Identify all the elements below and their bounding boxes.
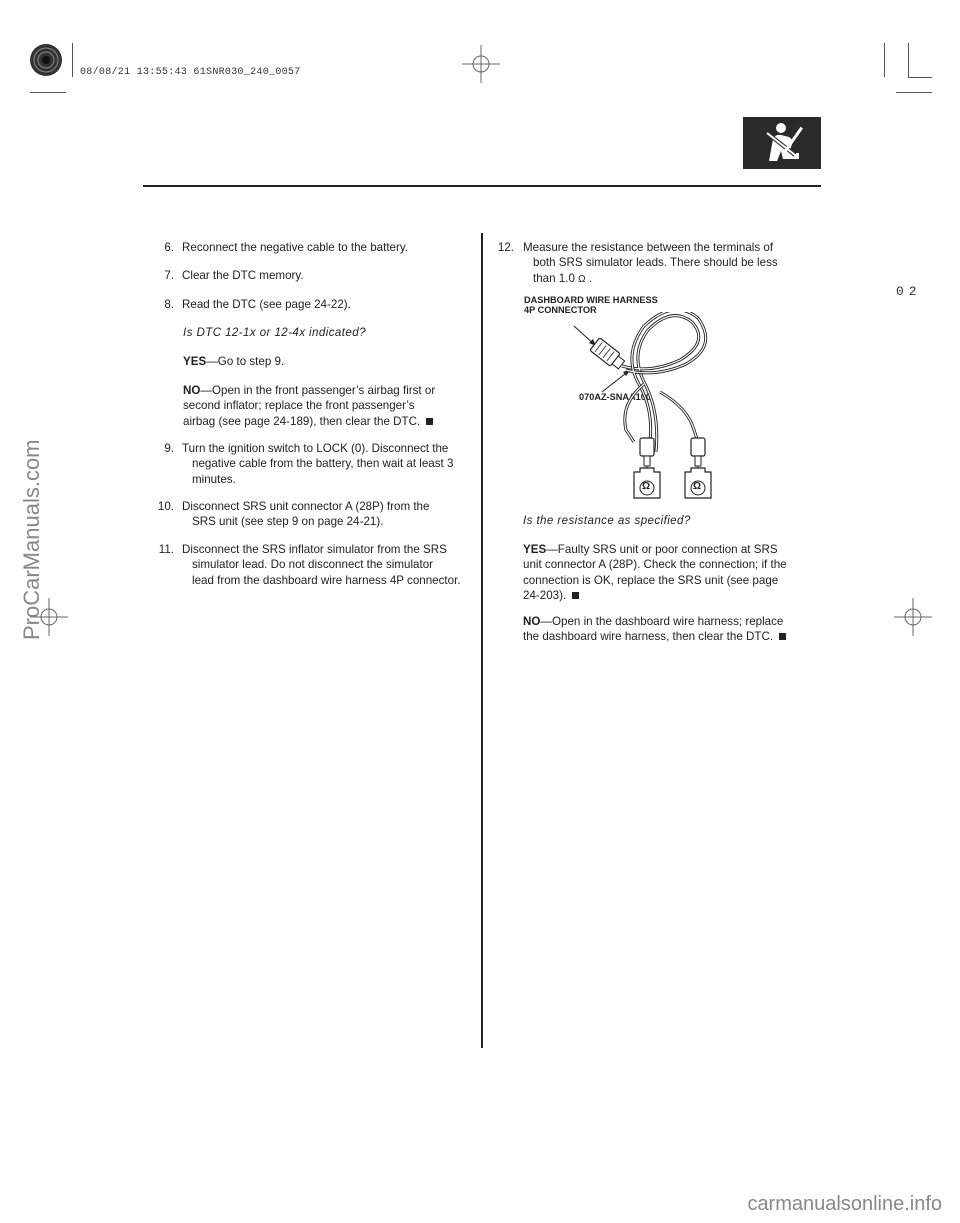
footer-watermark: carmanualsonline.info bbox=[747, 1193, 942, 1215]
end-mark bbox=[572, 592, 579, 599]
figure-label-connector: DASHBOARD WIRE HARNESS 4P CONNECTOR bbox=[524, 295, 658, 315]
column-divider bbox=[481, 233, 483, 1048]
crop-mark bbox=[72, 43, 73, 77]
side-watermark: ProCarManuals.com bbox=[19, 439, 44, 640]
figure-label-part-number: 070AZ-SNAA100 bbox=[579, 392, 651, 402]
print-stamp: 08/08/21 13:55:43 61SNR030_240_0057 bbox=[80, 67, 301, 78]
answer-no-1: NO—Open in the front passenger’s airbag first or second inflator; replace the front passenger’s airbag (see page 24-189), then clear the DTC. bbox=[183, 384, 436, 428]
ohmmeter-symbol-left: Ω bbox=[642, 481, 651, 492]
answer-yes-1: YES—Go to step 9. bbox=[183, 355, 285, 368]
question-resistance: Is the resistance as specified? bbox=[523, 514, 691, 527]
end-mark bbox=[779, 633, 786, 640]
question-dtc: Is DTC 12-1x or 12-4x indicated? bbox=[183, 326, 366, 339]
answer-no-2: NO—Open in the dashboard wire harness; replace the dashboard wire harness, then clear the DTC. bbox=[523, 614, 786, 645]
crop-mark bbox=[908, 43, 909, 77]
srs-seatbelt-icon bbox=[743, 117, 821, 169]
crop-mark bbox=[30, 92, 66, 93]
answer-yes-2: YES—Faulty SRS unit or poor connection at SRS unit connector A (28P). Check the connection; if the connection is OK, replace the SRS unit (see page 24-203). bbox=[523, 543, 787, 603]
ohmmeter-symbol-right: Ω bbox=[693, 481, 702, 492]
ohm-symbol: Ω bbox=[578, 273, 586, 285]
end-mark bbox=[426, 418, 433, 425]
crop-mark bbox=[896, 92, 932, 93]
header-rule bbox=[143, 185, 821, 187]
crop-mark bbox=[884, 43, 885, 77]
crop-mark bbox=[908, 77, 932, 78]
page-code: 02 bbox=[896, 284, 922, 299]
